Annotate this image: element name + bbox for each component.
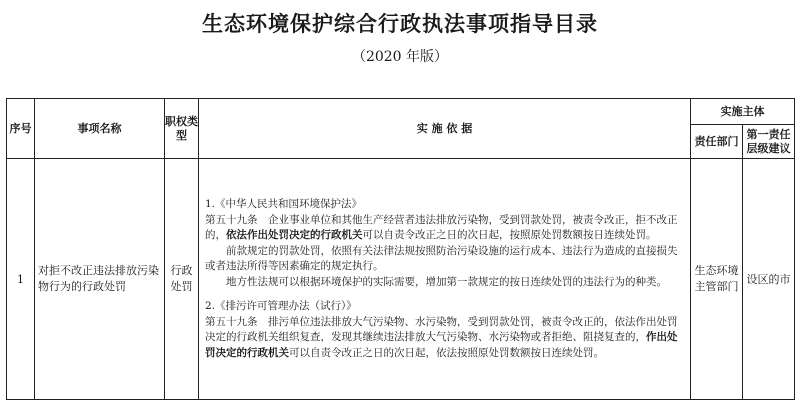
- row-responsible-dept: 生态环境主管部门: [691, 159, 743, 400]
- law2-bold-phrase: 作出处罚决定的行政机关: [205, 331, 678, 359]
- row-power-type: 行政处罚: [165, 159, 199, 400]
- header-seq: 序号: [7, 99, 35, 159]
- law1-bold-phrase: 依法作出处罚决定的行政机关: [226, 229, 363, 241]
- header-power-type: 职权类型: [165, 99, 199, 159]
- law1-paragraph-2: 前款规定的罚款处罚，依照有关法律法规按照防治污染设施的运行成本、违法行为造成的直接损失或者违法所得等因素确定的规定执行。: [205, 244, 678, 272]
- row-item-name: 对拒不改正违法排放污染物行为的行政处罚: [35, 159, 165, 400]
- law1-title: 1.《中华人民共和国环境保护法》: [205, 198, 363, 210]
- law2-paragraph-1: 第五十九条 排污单位违法排放大气污染物、水污染物，受到罚款处罚，被责令改正的，依法作出处罚决定的行政机关组织复查，发现其继续违法排放大气污染物、水污染物或者拒绝、阻挠复查的，作出处罚决定的行政机关可以自责令改正之日的次日起，依法按照原处罚数额按日连续处罚。: [205, 315, 678, 359]
- table-row: [7, 159, 795, 400]
- row-first-level: 设区的市: [743, 159, 795, 400]
- enforcement-items-table: [6, 98, 795, 400]
- header-subject: 实施主体: [691, 99, 795, 125]
- law1-paragraph-3: 地方性法规可以根据环境保护的实际需要，增加第一款规定的按日连续处罚的违法行为的种类。: [226, 275, 667, 288]
- document-subtitle: （2020 年版）: [351, 49, 449, 65]
- header-item-name: 事项名称: [35, 99, 165, 159]
- row-basis: [199, 159, 691, 400]
- law2-title: 2.《排污许可管理办法（试行）》: [205, 300, 357, 312]
- document-title: 生态环境保护综合行政执法事项指导目录: [202, 12, 598, 36]
- header-responsible-dept: 责任部门: [691, 125, 743, 159]
- law1-paragraph-1: 第五十九条 企业事业单位和其他生产经营者违法排放污染物，受到罚款处罚，被责令改正，拒不改正的，依法作出处罚决定的行政机关可以自责令改正之日的次日起，按照原处罚数额按日连续处罚。: [205, 213, 678, 241]
- header-basis: 实 施 依 据: [199, 99, 691, 159]
- row-seq: 1: [7, 159, 35, 400]
- header-first-level: 第一责任层级建议: [743, 125, 795, 159]
